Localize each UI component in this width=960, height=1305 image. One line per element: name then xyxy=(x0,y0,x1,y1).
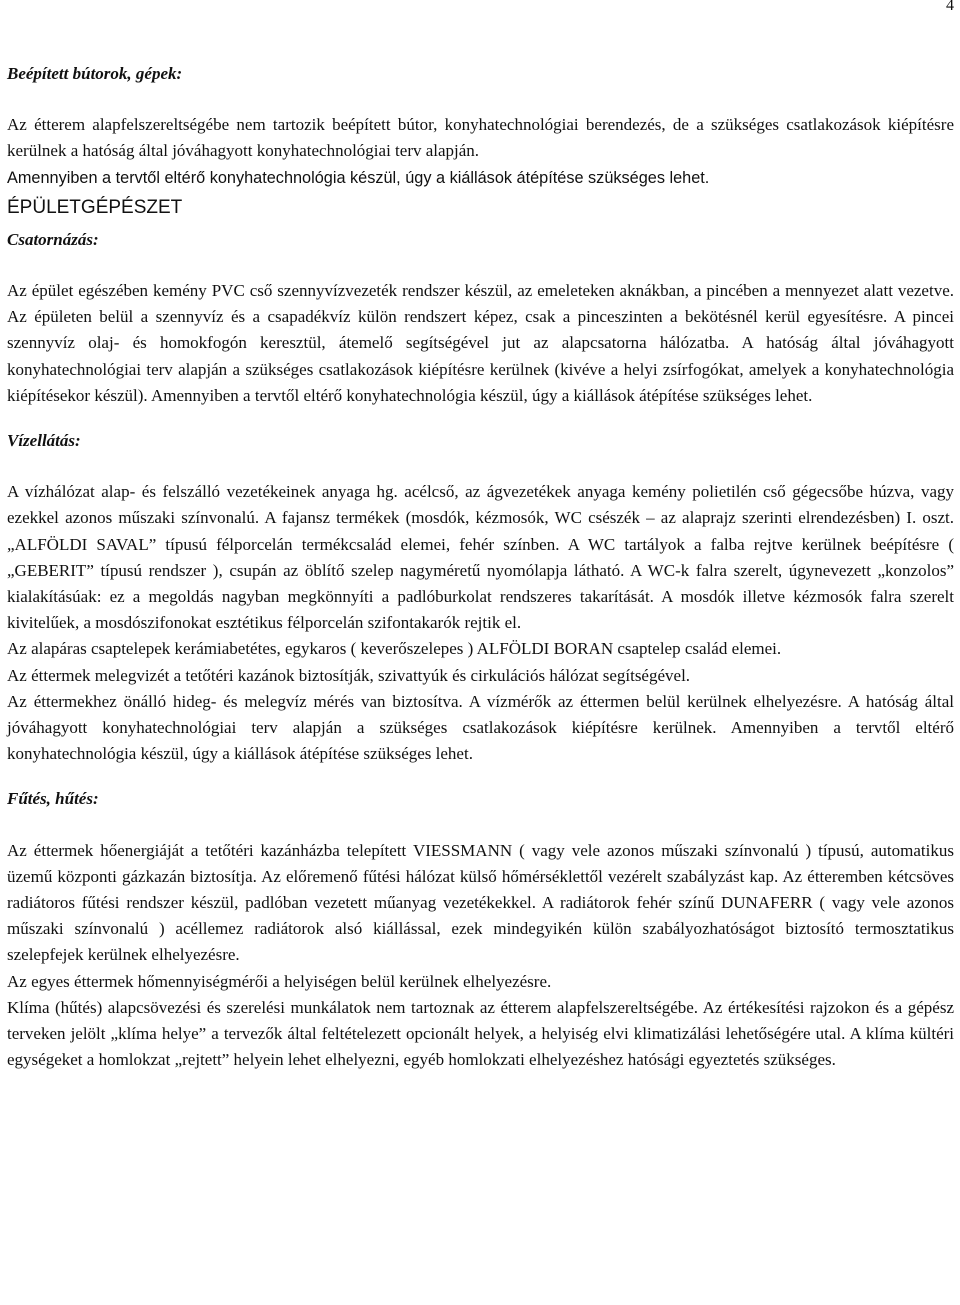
paragraph-water-2: Az alapáras csaptelepek kerámiabetétes, egykaros ( keverőszelepes ) ALFÖLDI BORAN csaptelep család elemei. xyxy=(7,639,782,659)
paragraph-furniture-2: Amennyiben a tervtől eltérő konyhatechnológia készül, úgy a kiállások átépítése szükséges lehet. xyxy=(7,168,710,187)
document-body xyxy=(7,61,954,1074)
paragraph-water-1: A vízhálózat alap- és felszálló vezetékeinek anyaga hg. acélcső, az ágvezetékek anyaga kemény polietilén cső gégecsőbe húzva, vagy ezekkel azonos műszaki színvonalú. A fajansz termékek (mosdók, kézmosók, WC csészék – az alaprajz szerinti elrendezésben) I. oszt. „ALFÖLDI SAVAL” típusú félporcelán termékcsalád elemei, fehér színben. A WC tartályok a falba rejtve kerülnek beépítésre ( „GEBERIT” típusú rendszer ), csupán az öblítő szelep nagyméretű nyomólapja látható. A WC-k falra szerelt, úgynevezett „konzolos” kialakításúak: ez a megoldás nagyban megkönnyíti a padlóburkolat rendszeres takarítását. A mosdók illetve kézmosók falra szerelt kivitelűek, a mosdószifonokat esztétikus félporcelán szifontakarók rejtik el. xyxy=(7,482,954,633)
paragraph-heating-3: Klíma (hűtés) alapcsövezési és szerelési munkálatok nem tartoznak az étterem alapfelszereltségébe. Az értékesítési rajzokon és a gépész terveken jelölt „klíma helye” a tervezők által feltételezett opcionált helyek, a helyiség elvi klimatizálási lehetőségére utal. A klíma kültéri egységeket a homlokzat „rejtett” helyein lehet elhelyezni, egyéb homlokzati elhelyezéshez hatósági egyeztetés szükséges. xyxy=(7,997,954,1070)
paragraph-water-4: Az éttermekhez önálló hideg- és melegvíz mérés van biztosítva. A vízmérők az éttermen belül kerülnek elhelyezésre. A hatóság által jóváhagyott konyhatechnológiai terv alapján a szükséges csatlakozások kiépítésre kerülnek. Amennyiben a tervtől eltérő konyhatechnológia készül, úgy a kiállások átépítése szükséges lehet. xyxy=(7,691,954,764)
heading-sewer: Csatornázás: xyxy=(7,229,99,249)
heading-furniture: Beépített bútorok, gépek: xyxy=(7,64,183,83)
paragraph-heating-2: Az egyes éttermek hőmennyiségmérői a helyiségen belül kerülnek elhelyezésre. xyxy=(7,971,552,991)
heading-heating: Fűtés, hűtés: xyxy=(7,789,99,809)
main-title: ÉPÜLETGÉPÉSZET xyxy=(7,196,183,218)
paragraph-water-3: Az éttermek melegvizét a tetőtéri kazánok biztosítják, szivattyúk és cirkulációs hálózat segítségével. xyxy=(7,665,691,685)
paragraph-heating-1: Az éttermek hőenergiáját a tetőtéri kazánházba telepített VIESSMANN ( vagy vele azonos műszaki színvonalú ) típusú, automatikus üzemű központi gázkazán biztosítja. Az előremenő fűtési hálózat külső hőmérséklettől vezérelt szabályzást kap. Az étteremben kétcsöves radiátoros fűtési rendszer készül, padlóban vezetett műanyag vezetékekkel. A radiátorok fehér színű DUNAFERR ( vagy vele azonos műszaki színvonalú ) acéllemez radiátorok alsó kiállással, ezek mindegyikén külön szabályozhatóságot biztosító termosztatikus szelepfejek kerülnek elhelyezésre. xyxy=(7,840,954,965)
paragraph-sewer: Az épület egészében kemény PVC cső szennyvízvezeték rendszer készül, az emeleteken aknákban, a pincében a mennyezet alatt vezetve. Az épületen belül a szennyvíz és a csapadékvíz külön rendszert képez, csak a pinceszinten a bekötésnél kerül egyesítésre. A pincei szennyvíz olaj- és homokfogón keresztül, átemelő segítségével jut az alapcsatorna hálózatba. A hatóság által jóváhagyott konyhatechnológiai terv alapján a szükséges csatlakozások kiépítésre kerülnek (kivéve a helyi zsírfogókat, amelyek a konyhatechnológia kiépítésekor készül). Amennyiben a tervtől eltérő konyhatechnológia készül, úgy a kiállások átépítése szükséges lehet. xyxy=(7,281,954,405)
page-number: 4 xyxy=(946,0,954,14)
paragraph-furniture-1: Az étterem alapfelszereltségébe nem tartozik beépített bútor, konyhatechnológiai berendezés, de a szükséges csatlakozások kiépítésre kerülnek a hatóság által jóváhagyott konyhatechnológiai terv alapján. xyxy=(7,115,954,161)
heading-water: Vízellátás: xyxy=(7,431,81,451)
